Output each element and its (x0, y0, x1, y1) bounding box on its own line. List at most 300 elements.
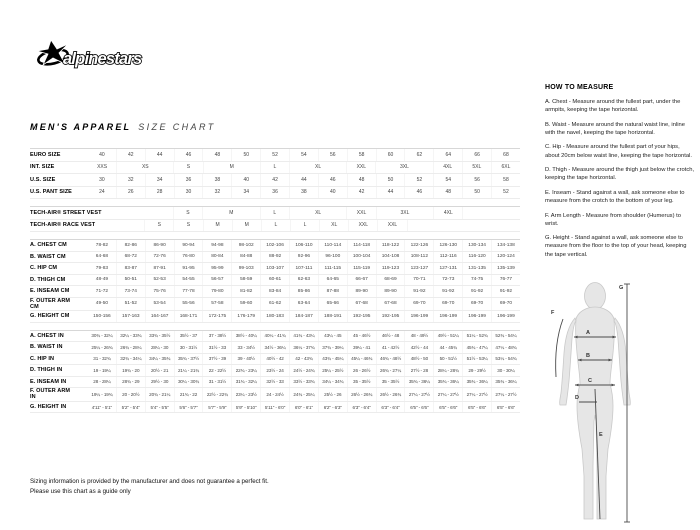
size-cell: 5'11" - 6'0" (260, 402, 289, 413)
size-cell: 4XL (433, 162, 462, 174)
size-cell: 46½ - 48 (376, 331, 405, 342)
size-cell: 192-195 (347, 311, 376, 322)
size-cell: 39 - 40½ (231, 354, 260, 365)
size-cell: 92-96 (289, 252, 318, 263)
size-cell: 119-123 (376, 263, 405, 274)
size-cell: 52¾ - 54¼ (491, 331, 520, 342)
size-cell: 77-78 (174, 286, 203, 297)
size-cell: 60-61 (260, 275, 289, 286)
size-cell: 196-199 (433, 311, 462, 322)
size-cell: 28¼ - 30 (145, 342, 174, 353)
size-cell: 50 (376, 174, 405, 186)
row-label: D. THIGH CM (30, 276, 66, 283)
size-cell: 67-68 (376, 298, 405, 311)
size-cell: 188-191 (318, 311, 347, 322)
size-cell: 62 (404, 149, 433, 161)
size-cell: 24 (99, 189, 105, 196)
table-row (30, 331, 520, 343)
size-cell: 114-118 (347, 240, 376, 251)
size-cell: 54 (433, 174, 462, 186)
size-cell: M (203, 162, 260, 174)
size-cell: 29½ - 30 (145, 377, 174, 388)
size-cell: 91-92 (433, 286, 462, 297)
measure-instruction: F. Arm Length - Measure from shoulder (Humerus) to wrist. (545, 212, 681, 227)
size-cell: 96-100 (318, 252, 347, 263)
size-cell (88, 220, 144, 232)
size-cell: 67-68 (347, 298, 376, 311)
size-cell: 111-115 (318, 263, 347, 274)
size-cell: XXL (377, 220, 406, 232)
size-cell: 36¼ - 37¾ (289, 342, 318, 353)
size-cell: 28¾ - 29 (116, 377, 145, 388)
size-cell: 184-187 (289, 311, 318, 322)
size-cell: 53¼ - 54¾ (491, 354, 520, 365)
size-cell: XL (289, 162, 346, 174)
size-cell: 46¾ - 48½ (376, 354, 405, 365)
size-cell: 60 (376, 149, 405, 161)
size-cell: 196-199 (462, 311, 491, 322)
size-cell: 32 (202, 187, 231, 199)
footer-disclaimer (30, 477, 269, 496)
size-cell: 35½ - 37 (174, 331, 203, 342)
size-cell: 98-102 (231, 240, 260, 251)
size-cell: 71-72 (95, 288, 109, 294)
size-cell: 157-163 (116, 311, 145, 322)
size-cell: 123-127 (404, 263, 433, 274)
size-cell: 25½ - 26 (318, 388, 347, 401)
size-cell: 68-69 (376, 275, 405, 286)
size-cell: 40 (99, 151, 105, 158)
size-cell: 24½ - 24¾ (289, 365, 318, 376)
size-cell: 35¾ - 36¼ (491, 377, 520, 388)
size-cell: 26¾ - 27¼ (376, 365, 405, 376)
size-cell: 100-104 (347, 252, 376, 263)
size-cell: 120-124 (491, 252, 520, 263)
size-cell: 56-57 (202, 275, 231, 286)
size-cell: L (260, 207, 289, 219)
size-cell: 19¼ - 19¾ (91, 391, 113, 397)
size-cell: 52 (260, 149, 289, 161)
table-row (30, 187, 520, 200)
row-label: E. INSEAM IN (30, 378, 67, 385)
size-cell: 56 (462, 174, 491, 186)
size-cell: L (290, 220, 319, 232)
size-cell: 52 (404, 174, 433, 186)
measure-instruction: D. Thigh - Measure around the thigh just below the crotch, keeping the tape horizontal. (545, 167, 695, 182)
table-row (30, 162, 520, 175)
size-cell: 102-106 (260, 240, 289, 251)
alpinestars-logo-graphic (36, 34, 164, 78)
size-cell: 30 (99, 176, 105, 183)
size-cell: 42 - 43¾ (289, 354, 318, 365)
size-cell: 5'9" - 5'10" (231, 402, 260, 413)
size-cell: 51½ - 53¼ (462, 354, 491, 365)
size-cell: 134-138 (491, 240, 520, 251)
size-cell: 39¼ - 41 (347, 342, 376, 353)
how-to-measure-section (545, 84, 695, 265)
size-cell: 48 (202, 149, 231, 161)
table-row (30, 311, 520, 323)
size-cell: 5'6" - 5'7" (174, 402, 203, 413)
size-cell: L (260, 162, 289, 174)
label-arm-length: F (551, 310, 555, 316)
size-cell: 118-122 (376, 240, 405, 251)
size-cell: 103-107 (260, 263, 289, 274)
measure-instructions (545, 98, 695, 259)
size-cell: 4XL (433, 207, 462, 219)
table-row (30, 263, 520, 275)
size-cell: 37¾ - 39¼ (318, 342, 347, 353)
label-waist: B (586, 353, 590, 359)
size-cell: 126-130 (433, 240, 462, 251)
size-cell: 19 - 19¼ (93, 367, 111, 373)
size-cell: 48½ - 50 (404, 354, 433, 365)
size-cell: 83-84 (260, 286, 289, 297)
size-cell: 35¾ - 36¼ (404, 377, 433, 388)
size-cell: 85-86 (289, 286, 318, 297)
size-cell: 64-65 (318, 275, 347, 286)
size-cell: 28 (145, 187, 174, 199)
row-label: G. HEIGHT CM (30, 313, 70, 320)
size-cell: 127-131 (433, 263, 462, 274)
size-cell: 58-59 (231, 275, 260, 286)
size-cell: 164-167 (145, 311, 174, 322)
size-cell: 5'2" - 5'4" (116, 402, 145, 413)
size-cell: 37 - 38½ (202, 331, 231, 342)
size-cell: 4'11" - 5'1" (91, 404, 113, 410)
size-cell: 91-92 (404, 286, 433, 297)
label-inseam: E (599, 432, 603, 438)
page-title-bold: MEN'S APPAREL (30, 122, 132, 132)
size-cell: 20½ - 21 (145, 365, 174, 376)
size-cell: 21¼ - 21¾ (174, 365, 203, 376)
size-cell: 35¾ - 37½ (174, 354, 203, 365)
size-cell: 63-64 (289, 298, 318, 311)
size-cell: 79-80 (202, 286, 231, 297)
size-cell: 95-99 (202, 263, 231, 274)
size-cell: 22 - 22½ (202, 365, 231, 376)
size-cell: 59-60 (231, 298, 260, 311)
table-row (30, 275, 520, 287)
size-cell: 64-68 (95, 254, 109, 260)
label-chest: A (586, 330, 590, 336)
size-cell: 56 (318, 149, 347, 161)
row-label: U.S. SIZE (30, 176, 56, 183)
size-cell: 27½ - 28 (404, 365, 433, 376)
measure-instruction: A. Chest - Measure around the fullest part, under the armpits, keeping the tape horizontal. (545, 99, 681, 114)
size-cell: 176-179 (231, 311, 260, 322)
size-cell: 68 (491, 149, 520, 161)
size-cell: 6'2" - 6'3" (318, 402, 347, 413)
size-cell: 44 (376, 187, 405, 199)
row-label: D. THIGH IN (30, 367, 63, 374)
size-cell: 41¾ - 43¼ (289, 331, 318, 342)
size-cell: 28 - 28¼ (93, 379, 111, 385)
measure-instruction: C. Hip - Measure around the fullest part of your hips, about 20cm below waist line, keeping the tape horizontal. (545, 144, 692, 159)
size-cell: 180-183 (260, 311, 289, 322)
size-cell: 3XL (375, 162, 432, 174)
size-cell: 131-135 (462, 263, 491, 274)
page-title-light: SIZE CHART (138, 122, 216, 132)
size-cell: S (173, 220, 202, 232)
size-cell: 91-95 (174, 263, 203, 274)
size-cell: M (232, 220, 261, 232)
size-cell: 45¼ - 46¾ (347, 354, 376, 365)
size-cell: 41 - 42½ (376, 342, 405, 353)
table-row (30, 365, 520, 377)
size-cell: 6'3" - 6'4" (347, 402, 376, 413)
size-cell: 50-51 (116, 275, 145, 286)
size-cell: 36 (260, 187, 289, 199)
size-cell: 51-52 (116, 298, 145, 311)
size-cell: 30¾ - 32¼ (91, 333, 113, 339)
size-cell: 83-87 (116, 263, 145, 274)
size-cell: 35¾ - 36¼ (433, 377, 462, 388)
size-cell: 36 (174, 174, 203, 186)
size-cell: 150-156 (93, 313, 111, 319)
size-cell: S (173, 162, 202, 174)
size-cell: 5'4" - 5'5" (145, 402, 174, 413)
size-cell: 43¼ - 45 (318, 331, 347, 342)
size-cell: 68-72 (116, 252, 145, 263)
size-cell: 58 (347, 149, 376, 161)
size-cell: 6XL (491, 162, 520, 174)
size-cell: 21¾ - 22 (174, 388, 203, 401)
row-label: G. HEIGHT IN (30, 403, 67, 410)
table-row (30, 342, 520, 354)
size-cell: XXL (346, 207, 375, 219)
size-cell: 196-199 (491, 311, 520, 322)
table-row (30, 252, 520, 264)
size-cell: 30 (174, 187, 203, 199)
size-cell: 80-84 (202, 252, 231, 263)
size-cell: 25¼ - 25½ (318, 365, 347, 376)
size-cell: 35 - 35½ (347, 377, 376, 388)
table-section-in (30, 330, 520, 414)
size-cell: 37½ - 39 (202, 354, 231, 365)
size-cell: 108-112 (404, 252, 433, 263)
size-cell: 43¾ - 45¼ (318, 354, 347, 365)
size-cell: 48 (433, 187, 462, 199)
size-cell: 89-90 (376, 286, 405, 297)
size-cell (462, 207, 520, 219)
row-label: F. OUTER ARM IN (30, 388, 71, 401)
size-cell: 66 (462, 149, 491, 161)
size-cell: XXS (97, 164, 108, 171)
label-height: G (619, 285, 624, 291)
size-cell: 6'5" - 6'6" (462, 402, 491, 413)
size-cell: 81-82 (231, 286, 260, 297)
size-cell: 107-111 (289, 263, 318, 274)
size-cell: 34¼ - 35¾ (145, 354, 174, 365)
size-cell: 91-92 (491, 286, 520, 297)
table-section-sizes (30, 148, 520, 199)
size-cell: 49-50 (95, 301, 109, 307)
size-cell: 34 (231, 187, 260, 199)
size-cell: 115-119 (347, 263, 376, 274)
size-cell: 38 (202, 174, 231, 186)
size-cell: 91-92 (462, 286, 491, 297)
size-cell: 65-66 (318, 298, 347, 311)
size-cell: 6'5" - 6'6" (433, 402, 462, 413)
table-row (30, 220, 520, 233)
size-cell: 86-90 (145, 240, 174, 251)
size-cell: 24 - 24½ (260, 388, 289, 401)
size-cell: 27¼ - 27½ (433, 388, 462, 401)
size-cell: 22¾ - 23¼ (231, 365, 260, 376)
size-cell: 26¾ - 28¼ (116, 342, 145, 353)
size-cell: 32¼ - 33¾ (116, 331, 145, 342)
row-label: B. WAIST CM (30, 253, 66, 260)
size-cell: 78-82 (95, 242, 109, 248)
size-cell: 20 - 20½ (116, 388, 145, 401)
size-cell: 76-77 (491, 275, 520, 286)
size-cell: XL (289, 207, 347, 219)
row-label: A. CHEST IN (30, 332, 64, 339)
size-cell: 32½ - 33 (260, 377, 289, 388)
size-cell: 30 - 31½ (174, 342, 203, 353)
size-cell: 42 (116, 149, 145, 161)
measure-instruction: G. Height - Stand against a wall, ask someone else to measure from the floor to the top of your head, keeping the tape vertical. (545, 235, 687, 258)
size-cell: 40 (231, 174, 260, 186)
size-cell: 50 - 51½ (433, 354, 462, 365)
size-cell: 116-120 (462, 252, 491, 263)
size-cell: 34 (145, 174, 174, 186)
size-cell: 87-91 (145, 263, 174, 274)
size-cell: 90-94 (174, 240, 203, 251)
size-cell: 38 (289, 187, 318, 199)
size-cell: 106-110 (289, 240, 318, 251)
size-cell: 49½ - 51¼ (433, 331, 462, 342)
row-label: EURO SIZE (30, 151, 61, 158)
page-title (30, 122, 216, 132)
size-cell: 20¾ - 21¼ (145, 388, 174, 401)
size-cell: M (202, 207, 260, 219)
table-row (30, 207, 520, 220)
row-label: C. HIP IN (30, 355, 55, 362)
table-row (30, 388, 520, 402)
size-cell: 33 - 34½ (231, 342, 260, 353)
size-cell: 26 (116, 187, 145, 199)
table-row (30, 286, 520, 298)
size-cell: 25¼ - 26¾ (91, 344, 113, 350)
size-cell: 26 - 26½ (347, 365, 376, 376)
size-cell: S (173, 207, 202, 219)
size-cell: 50 (462, 187, 491, 199)
size-cell: 19¾ - 20 (116, 365, 145, 376)
table-section-tech_air (30, 206, 520, 232)
size-cell: 51¼ - 52¾ (462, 331, 491, 342)
table-row (30, 402, 520, 414)
size-cell: 122-126 (404, 240, 433, 251)
size-cell: 22½ - 22¾ (202, 388, 231, 401)
row-label: C. HIP CM (30, 265, 58, 272)
size-cell: 31½ - 33 (202, 342, 231, 353)
size-cell: 72-76 (145, 252, 174, 263)
size-cell: 82-86 (116, 240, 145, 251)
size-cell: 89-90 (347, 286, 376, 297)
size-cell: 192-195 (376, 311, 405, 322)
size-cell: M (203, 220, 232, 232)
size-cell: 75-76 (145, 286, 174, 297)
size-cell: 27¼ - 27½ (404, 388, 433, 401)
table-row (30, 354, 520, 366)
row-label: A. CHEST CM (30, 242, 67, 249)
size-cell: 196-199 (404, 311, 433, 322)
size-cell: 6'5" - 6'6" (404, 402, 433, 413)
alpinestars-logo (36, 34, 164, 83)
size-cell: 112-116 (433, 252, 462, 263)
footer-line-2: Please use this chart as a guide only (30, 487, 131, 495)
size-cell: 40½ - 42 (260, 354, 289, 365)
size-cell: 54 (289, 149, 318, 161)
size-cell: 26½ - 26¾ (376, 388, 405, 401)
table-row (30, 298, 520, 312)
size-cell: 32¾ - 34¼ (116, 354, 145, 365)
size-cell: L (261, 220, 290, 232)
size-cell: 172-175 (202, 311, 231, 322)
size-cell: 53-54 (145, 298, 174, 311)
size-cell: 52-53 (145, 275, 174, 286)
size-cell: S (144, 220, 173, 232)
alpinestars-logo-text: alpinestars (63, 50, 142, 68)
size-cell: 42 (260, 174, 289, 186)
size-cell: 110-114 (318, 240, 347, 251)
row-label: TECH-AIR® STREET VEST (30, 209, 102, 216)
size-cell: 50 (231, 149, 260, 161)
size-cell (407, 220, 521, 232)
size-cell: 5XL (462, 162, 491, 174)
size-cell: 28¼ - 28¾ (433, 365, 462, 376)
size-cell: 70-71 (404, 275, 433, 286)
size-table (30, 148, 520, 413)
size-cell: 44 (289, 174, 318, 186)
size-cell: 24¾ - 25¼ (289, 388, 318, 401)
size-cell: 46 (318, 174, 347, 186)
size-cell: 40¼ - 41¾ (260, 331, 289, 342)
size-cell: 52 (491, 187, 520, 199)
size-cell: 35 - 35½ (376, 377, 405, 388)
size-cell: 57-58 (202, 298, 231, 311)
size-cell: 135-139 (491, 263, 520, 274)
size-cell: 27¼ - 27½ (491, 388, 520, 401)
size-cell: 33½ - 33¾ (289, 377, 318, 388)
size-cell: 42½ - 44 (404, 342, 433, 353)
size-cell: 94-98 (202, 240, 231, 251)
how-to-measure-heading: HOW TO MEASURE (545, 84, 614, 91)
size-cell: 3XL (376, 207, 434, 219)
size-cell: 23¼ - 23½ (231, 388, 260, 401)
table-row (30, 240, 520, 252)
size-cell: 48-49 (95, 277, 109, 283)
size-cell: 55-56 (174, 298, 203, 311)
size-cell: 84-88 (231, 252, 260, 263)
size-cell: 69-70 (491, 298, 520, 311)
table-row (30, 377, 520, 389)
size-cell: 26½ - 26¾ (347, 388, 376, 401)
size-cell: 69-70 (462, 298, 491, 311)
size-cell: XL (319, 220, 348, 232)
size-cell: 33¾ - 35½ (145, 331, 174, 342)
size-cell: 73-74 (116, 286, 145, 297)
size-cell: 46 (404, 187, 433, 199)
body-measurement-diagram (550, 281, 662, 530)
size-cell: 30¼ - 30¾ (174, 377, 203, 388)
size-cell: 34¼ - 34¾ (318, 377, 347, 388)
row-label: F. OUTER ARM CM (30, 297, 71, 310)
table-section-cm (30, 239, 520, 323)
size-cell: 88-92 (260, 252, 289, 263)
